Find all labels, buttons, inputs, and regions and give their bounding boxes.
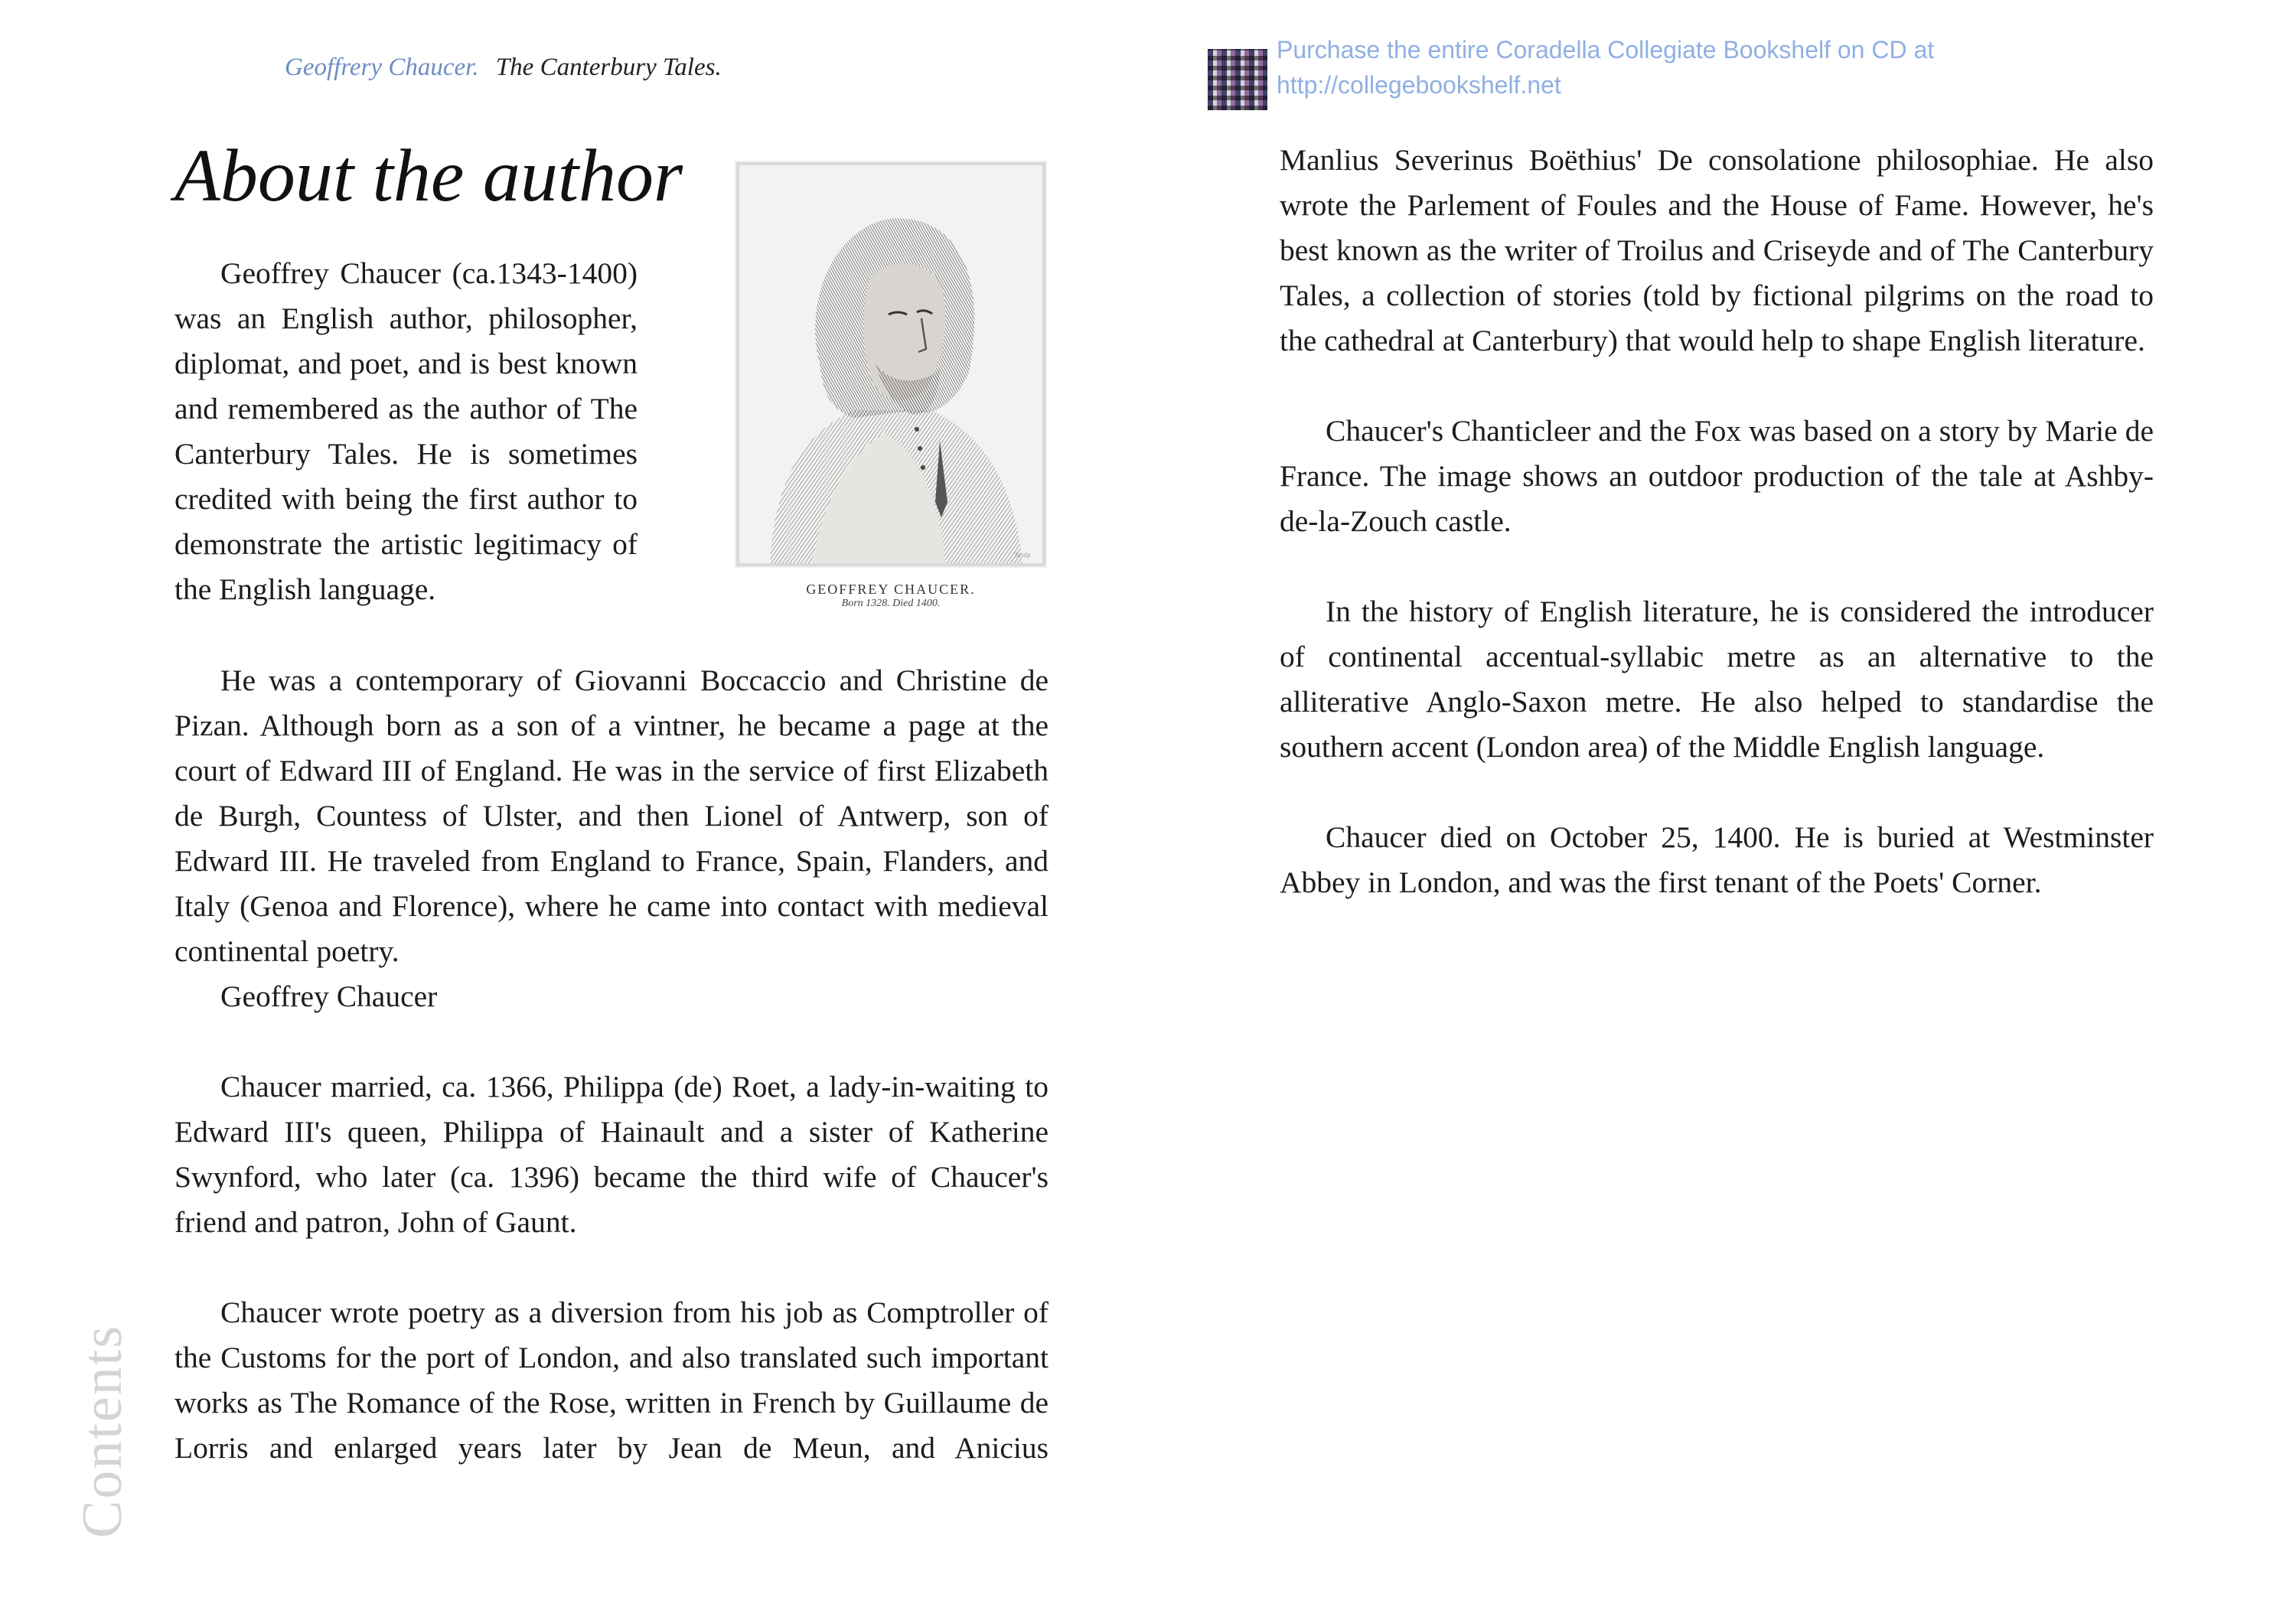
chaucer-engraving-image — [739, 165, 1042, 563]
promo-banner[interactable] — [1208, 32, 2080, 110]
running-header — [285, 54, 722, 82]
portrait-frame — [736, 162, 1045, 566]
header-author[interactable]: Geoffrery Chaucer. — [285, 54, 479, 81]
contents-tab[interactable]: Contents — [71, 1324, 134, 1538]
paragraph: In the history of English literature, he is considered the introducer of continental accentual-syllabic metre as an alternative to the alliterative Anglo-Saxon metre. He also helped to standardise the southern accent (London area) of the Middle English language. — [1280, 595, 2154, 764]
paragraph: He was a contemporary of Giovanni Boccaccio and Christine de Pizan. Although born as a son of a vintner, he became a page at the court of Edward III of England. He was in the service of first Elizabeth de Burgh, Countess of Ulster, and then Lionel of Antwerp, son of Edward III. He traveled from England to France, Spain, Flanders, and Italy (Genoa and Florence), where he came into contact with medieval continental poetry. — [174, 663, 1049, 968]
svg-text:Sculp: Sculp — [1015, 551, 1031, 559]
promo-text[interactable] — [1277, 32, 1934, 103]
paragraph: Chaucer's Chanticleer and the Fox was based on a story by Marie de France. The image shows an outdoor production of the tale at Ashby-de-la-Zouch castle. — [1280, 414, 2154, 538]
promo-link[interactable]: http://collegebookshelf.net — [1277, 71, 1561, 99]
paragraph: Chaucer died on October 25, 1400. He is buried at Westminster Abbey in London, and was the first tenant of the Poets' Corner. — [1280, 820, 2154, 899]
header-book-title: The Canterbury Tales. — [495, 54, 722, 81]
left-column-text — [174, 658, 1049, 1471]
portrait-dates: Born 1328. Died 1400. — [841, 598, 941, 609]
paragraph: Geoffrey Chaucer (ca.1343-1400) was an English author, philosopher, diplomat, and poet, and is best known and remembered as the author of The Canterbury Tales. He is sometimes credited with being the first author to demonstrate the artistic legitimacy of the English language. — [174, 256, 638, 606]
right-column-text — [1280, 138, 2154, 905]
author-portrait — [736, 162, 1045, 610]
paragraph: Manlius Severinus Boëthius' De consolatione philosophiae. He also wrote the Parlement of Foules and the House of Fame. However, he's best known as the writer of Troilus and Criseyde and of The Canterbury Tales, a collection of stories (told by fictional pilgrims on the road to the cathedral at Canterbury) that would help to shape English literature. — [1280, 143, 2154, 357]
promo-line: Purchase the entire Coradella Collegiate Bookshelf on CD at — [1277, 36, 1935, 64]
qr-code-icon — [1208, 49, 1267, 110]
page-title: About the author — [174, 135, 683, 217]
intro-text — [174, 251, 638, 612]
paragraph: Chaucer married, ca. 1366, Philippa (de) Roet, a lady-in-waiting to Edward III's queen, Philippa of Hainault and a sister of Katherine Swynford, who later (ca. 1396) became the third wife of Chaucer's friend and patron, John of Gaunt. — [174, 1070, 1049, 1239]
paragraph: Chaucer wrote poetry as a diversion from his job as Comptroller of the Customs for the port of London, and also translated such important works as The Romance of the Rose, written in French by Guillaume de Lorris and enlarged years later by Jean de Meun, and Anicius — [174, 1296, 1049, 1465]
paragraph: Geoffrey Chaucer — [220, 980, 438, 1013]
portrait-caption: GEOFFREY CHAUCER. — [806, 582, 976, 597]
